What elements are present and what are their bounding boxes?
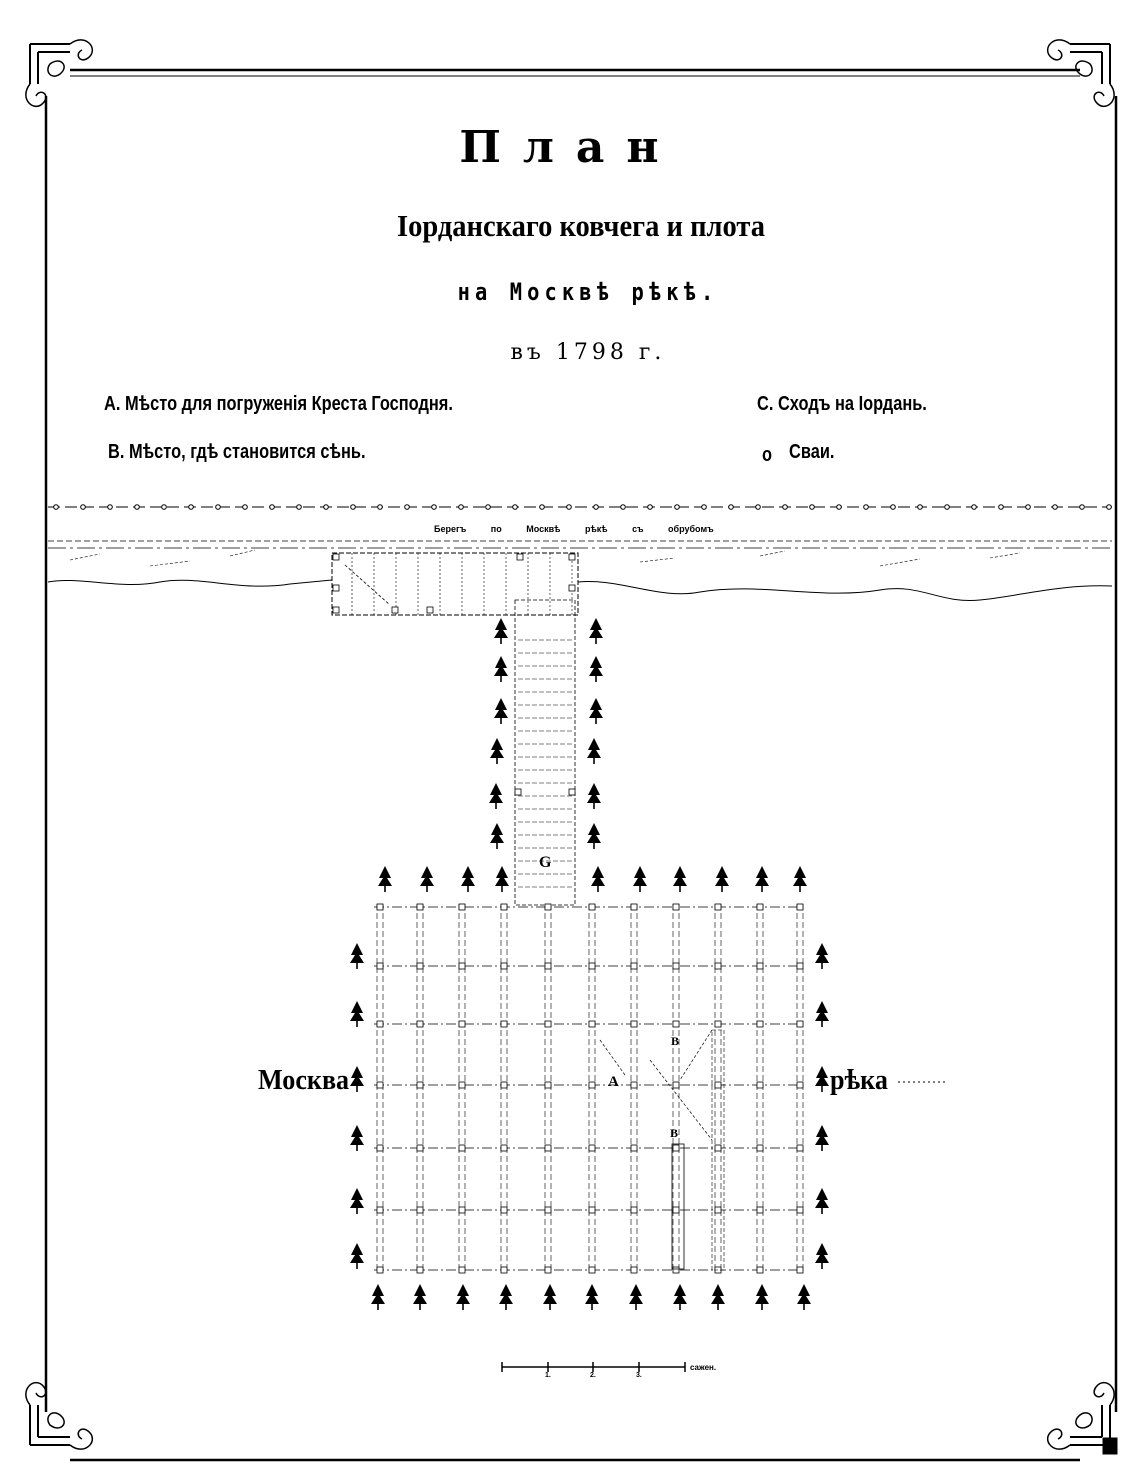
raft-pile <box>797 1207 803 1213</box>
pile-circle <box>459 505 464 510</box>
pile-circle <box>621 505 626 510</box>
raft-pile <box>589 1267 595 1273</box>
legend-piles-symbol: о <box>762 444 773 466</box>
tree-marker <box>815 1066 829 1092</box>
pile-square <box>333 585 339 591</box>
tree-marker <box>587 738 601 764</box>
pile-circle <box>891 505 896 510</box>
tree-marker <box>673 866 687 892</box>
raft-pile <box>715 904 721 910</box>
map-title: План <box>459 122 681 173</box>
tree-marker <box>815 943 829 969</box>
marker-b-lower: В <box>670 1126 679 1140</box>
pile-circle <box>675 505 680 510</box>
pile-circle <box>1026 505 1031 510</box>
raft-pile <box>377 904 383 910</box>
raft-pile <box>417 963 423 969</box>
raft-pile <box>715 963 721 969</box>
corner-ornament-bl <box>26 1383 93 1450</box>
raft-pile <box>673 963 679 969</box>
pile-circle <box>486 505 491 510</box>
pile-square <box>515 789 521 795</box>
pile-circle <box>837 505 842 510</box>
tree-marker <box>711 1284 725 1310</box>
pile-square <box>569 789 575 795</box>
tree-marker <box>378 866 392 892</box>
pile-circle <box>324 505 329 510</box>
pile-circle <box>135 505 140 510</box>
tree-marker <box>494 698 508 724</box>
pile-circle <box>216 505 221 510</box>
tree-marker <box>461 866 475 892</box>
pile-circle <box>297 505 302 510</box>
tree-marker <box>629 1284 643 1310</box>
legend-a: А. Мѣсто для погруженія Креста Господня. <box>104 393 453 415</box>
scale-tick-2: 2. <box>590 1372 596 1379</box>
marker-a: А <box>608 1074 619 1090</box>
tree-marker <box>815 1243 829 1269</box>
raft-pile <box>631 1207 637 1213</box>
river-bank <box>48 505 1112 615</box>
raft-pile <box>673 1267 679 1273</box>
tree-marker <box>633 866 647 892</box>
raft-pile <box>631 1267 637 1273</box>
tree-marker <box>587 823 601 849</box>
raft-pile <box>417 904 423 910</box>
raft-pile <box>545 1267 551 1273</box>
pile-circle <box>54 505 59 510</box>
raft-pile <box>501 1207 507 1213</box>
tree-marker <box>587 783 601 809</box>
raft-pile <box>501 1021 507 1027</box>
tree-marker <box>585 1284 599 1310</box>
raft-pile <box>377 1021 383 1027</box>
raft-pile <box>631 1082 637 1088</box>
legend-c: С. Сходъ на Іордань. <box>757 393 927 415</box>
raft-pile <box>757 1207 763 1213</box>
raft-pile <box>377 1267 383 1273</box>
pile-circle <box>162 505 167 510</box>
pile-circle <box>189 505 194 510</box>
raft-pile <box>797 963 803 969</box>
pile-circle <box>594 505 599 510</box>
pile-circle <box>405 505 410 510</box>
corner-ornament-tr <box>1048 40 1115 107</box>
tree-marker <box>673 1284 687 1310</box>
raft-pile <box>377 1082 383 1088</box>
raft-pile <box>797 1021 803 1027</box>
waterline <box>48 580 1112 601</box>
pile-square <box>569 554 575 560</box>
raft-pile <box>673 1021 679 1027</box>
raft-pile <box>757 904 763 910</box>
tree-marker <box>793 866 807 892</box>
raft-pile <box>589 904 595 910</box>
tree-marker <box>589 656 603 682</box>
raft-pile <box>545 904 551 910</box>
tree-marker <box>350 1066 364 1092</box>
tree-marker <box>350 943 364 969</box>
tree-marker <box>815 1001 829 1027</box>
tree-marker <box>797 1284 811 1310</box>
pile-circle <box>756 505 761 510</box>
marker-b-upper: В <box>671 1034 680 1048</box>
raft-pile <box>545 1021 551 1027</box>
raft-pile <box>715 1021 721 1027</box>
raft-pile <box>673 1082 679 1088</box>
raft-pile <box>757 1082 763 1088</box>
tree-marker <box>499 1284 513 1310</box>
pile-circle <box>351 505 356 510</box>
pile-circle <box>1080 505 1085 510</box>
scale-unit: сажен. <box>690 1363 717 1372</box>
pile-circle <box>378 505 383 510</box>
tree-marker <box>494 618 508 644</box>
raft-pile <box>459 1207 465 1213</box>
tree-marker <box>350 1243 364 1269</box>
corner-fill-br <box>1103 1438 1117 1454</box>
tree-marker <box>543 1284 557 1310</box>
pile-circle <box>864 505 869 510</box>
raft-pile <box>797 904 803 910</box>
raft-pile <box>459 1021 465 1027</box>
tree-marker <box>371 1284 385 1310</box>
pile-square <box>333 607 339 613</box>
raft-pile <box>757 1267 763 1273</box>
raft-pile <box>797 1267 803 1273</box>
map-year: въ 1798 г. <box>510 340 666 365</box>
tree-marker <box>350 1001 364 1027</box>
tree-marker <box>490 738 504 764</box>
raft-pile <box>631 1145 637 1151</box>
pile-square <box>427 607 433 613</box>
raft-pile <box>501 1082 507 1088</box>
scale-bar <box>502 1362 685 1372</box>
tree-marker <box>420 866 434 892</box>
map-location: на Москвѣ рѣкѣ. <box>457 278 719 306</box>
raft-pile <box>501 1267 507 1273</box>
pile-circle <box>1107 505 1112 510</box>
pile-circle <box>567 505 572 510</box>
tree-marker <box>495 866 509 892</box>
tree-marker <box>350 1188 364 1214</box>
tree-marker <box>589 618 603 644</box>
tree-marker <box>815 1188 829 1214</box>
tree-marker <box>591 866 605 892</box>
pile-circle <box>999 505 1004 510</box>
pile-square <box>517 554 523 560</box>
raft-pile <box>459 1267 465 1273</box>
pile-circle <box>243 505 248 510</box>
corner-ornament-tl <box>26 40 93 107</box>
raft-pile <box>589 1021 595 1027</box>
legend-piles: Сваи. <box>789 441 835 463</box>
tree-marker <box>815 1125 829 1151</box>
tree-marker <box>715 866 729 892</box>
river-label-right: рѣка <box>830 1064 888 1096</box>
raft-pile <box>377 1207 383 1213</box>
bank-label: Берегъ по Москвѣ рѣкѣ съ обрубомъ <box>434 524 714 534</box>
tree-marker <box>755 1284 769 1310</box>
pile-circle <box>945 505 950 510</box>
tree-marker <box>494 656 508 682</box>
tree-marker <box>489 783 503 809</box>
raft-pile <box>673 904 679 910</box>
raft-pile <box>797 1082 803 1088</box>
tree-marker <box>350 1125 364 1151</box>
raft-pile <box>377 1145 383 1151</box>
raft-pile <box>715 1082 721 1088</box>
scale-tick-1: 1. <box>545 1372 551 1379</box>
raft-pile <box>673 1145 679 1151</box>
raft-pile <box>545 1145 551 1151</box>
pile-circle <box>108 505 113 510</box>
scale-tick-3: 3. <box>636 1372 642 1379</box>
raft-pile <box>757 1021 763 1027</box>
raft-pile <box>797 1145 803 1151</box>
raft-pile <box>631 1021 637 1027</box>
steps-box <box>332 553 578 615</box>
raft-pile <box>673 1207 679 1213</box>
tree-marker <box>490 823 504 849</box>
b-post-lower <box>672 1144 684 1269</box>
raft-pile <box>757 1145 763 1151</box>
pile-circle <box>783 505 788 510</box>
raft-pile <box>501 963 507 969</box>
raft-pile <box>501 904 507 910</box>
raft-pile <box>631 963 637 969</box>
raft-pile <box>459 904 465 910</box>
pile-circle <box>432 505 437 510</box>
pile-square <box>569 585 575 591</box>
raft-pile <box>417 1267 423 1273</box>
raft-pile <box>417 1021 423 1027</box>
raft-pile <box>589 963 595 969</box>
pile-circle <box>729 505 734 510</box>
raft-pile <box>715 1207 721 1213</box>
raft-pile <box>459 1145 465 1151</box>
raft-pile <box>715 1145 721 1151</box>
raft-pile <box>589 1082 595 1088</box>
pile-circle <box>1053 505 1058 510</box>
pile-circle <box>918 505 923 510</box>
pile-circle <box>972 505 977 510</box>
raft-pile <box>631 904 637 910</box>
tree-marker <box>413 1284 427 1310</box>
raft-pile <box>545 1207 551 1213</box>
raft-pile <box>589 1207 595 1213</box>
raft-pile <box>377 963 383 969</box>
legend-b: В. Мѣсто, гдѣ становится сѣнь. <box>108 441 366 463</box>
pile-circle <box>513 505 518 510</box>
raft-pile <box>545 963 551 969</box>
marker-c: G <box>539 854 552 871</box>
raft-pile <box>545 1082 551 1088</box>
pile-circle <box>648 505 653 510</box>
page-frame <box>26 40 1117 1460</box>
raft-pile <box>501 1145 507 1151</box>
raft-pile <box>459 1082 465 1088</box>
tree-marker <box>755 866 769 892</box>
raft-pile <box>757 963 763 969</box>
pile-circle <box>540 505 545 510</box>
river-label-left: Москва <box>258 1064 350 1096</box>
raft-pile <box>417 1145 423 1151</box>
tree-marker <box>589 698 603 724</box>
raft-pile <box>589 1145 595 1151</box>
bank-hatching <box>70 550 1020 566</box>
raft-pile <box>459 963 465 969</box>
pile-square <box>392 607 398 613</box>
map-subtitle: Іорданскаго ковчега и плота <box>396 208 766 243</box>
tree-marker <box>456 1284 470 1310</box>
pile-circle <box>270 505 275 510</box>
pile-circle <box>810 505 815 510</box>
raft-pile <box>417 1082 423 1088</box>
pile-circle <box>702 505 707 510</box>
raft-pile <box>417 1207 423 1213</box>
pile-square <box>333 554 339 560</box>
pile-circle <box>81 505 86 510</box>
